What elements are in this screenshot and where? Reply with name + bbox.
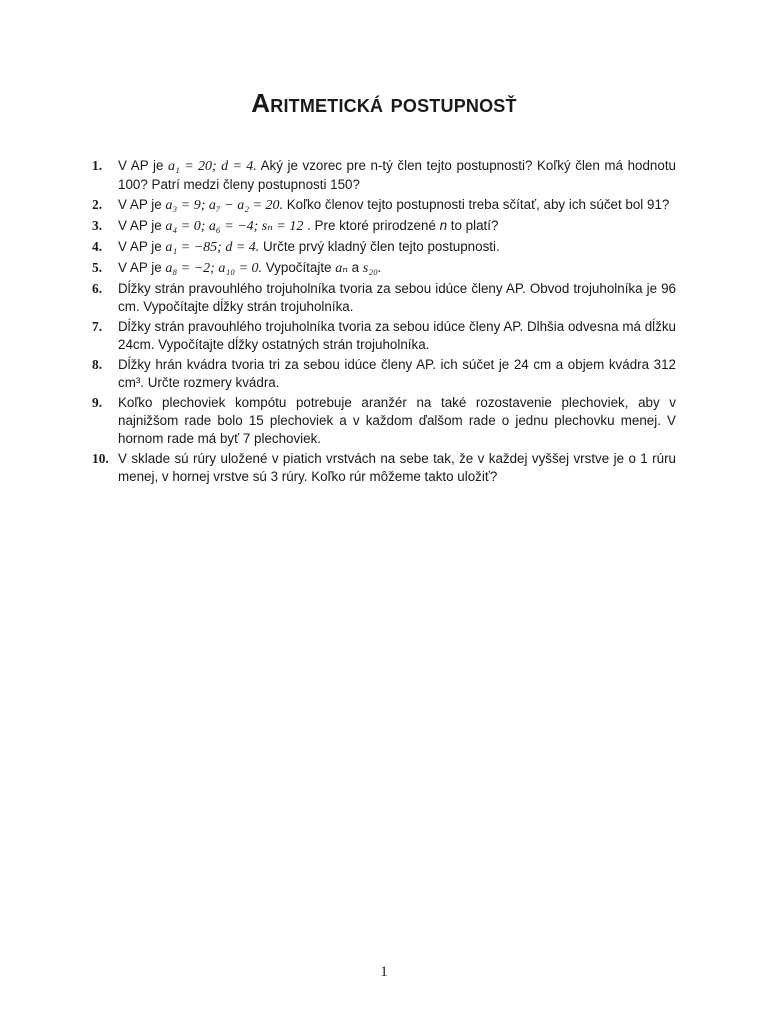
text-segment: V AP je xyxy=(118,158,168,173)
problem-item xyxy=(92,394,676,448)
problem-item xyxy=(92,259,676,278)
text-segment: Určte prvý kladný člen tejto postupnosti. xyxy=(259,239,500,254)
problem-number: 8. xyxy=(92,357,103,372)
text-segment: Vypočítajte xyxy=(262,260,336,275)
problem-text xyxy=(118,357,676,390)
problem-list xyxy=(92,157,676,488)
problem-item xyxy=(92,196,676,215)
text-segment: a xyxy=(347,260,363,275)
math-expression: a₈ = −2; a₁₀ = 0. xyxy=(165,261,263,276)
problem-number: 6. xyxy=(92,281,103,296)
page-number: 1 xyxy=(380,964,388,980)
math-expression: a₃ = 9; a₇ − a₂ = 20. xyxy=(165,198,284,213)
text-segment: V sklade sú rúry uložené v piatich vrstvách na sebe tak, že v každej vyššej vrstve je o 1 rúru menej, v hornej vrstve sú 3 rúry. Koľko rúr môžeme takto uložiť? xyxy=(118,451,676,484)
math-expression: a₄ = 0; a₆ = −4; sₙ = 12 xyxy=(165,219,304,234)
problem-item xyxy=(92,356,676,392)
text-segment: V AP je xyxy=(118,260,166,275)
text-segment: . Pre ktoré prirodzené xyxy=(303,218,440,233)
problem-item xyxy=(92,280,676,316)
problem-number: 4. xyxy=(92,239,103,254)
text-segment: Dĺžky strán pravouhlého trojuholníka tvoria za sebou idúce členy AP. Obvod trojuholníka je 96 cm. Vypočítajte dĺžky strán trojuholníka. xyxy=(118,281,676,314)
problem-item xyxy=(92,217,676,236)
problem-text xyxy=(118,158,676,192)
problem-number: 9. xyxy=(92,395,103,410)
problem-number: 10. xyxy=(92,451,109,466)
problem-text xyxy=(118,281,676,314)
text-segment: Aký je vzorec pre n-tý člen tejto postupnosti? Koľký člen má hodnotu 100? Patrí medzi členy postupnosti 150? xyxy=(118,158,676,192)
problem-number: 5. xyxy=(92,260,103,275)
page-title: Aritmetická postupnosť xyxy=(251,88,517,118)
text-segment: V AP je xyxy=(118,197,166,212)
math-expression: aₙ xyxy=(335,261,348,276)
problem-number: 3. xyxy=(92,218,103,233)
problem-text xyxy=(118,319,676,352)
text-segment: V AP je xyxy=(118,239,166,254)
text-segment: Dĺžky strán pravouhlého trojuholníka tvoria za sebou idúce členy AP. Dlhšia odvesna má dĺžku 24cm. Vypočítajte dĺžky ostatných strán trojuholníka. xyxy=(118,319,676,352)
italic-variable: n xyxy=(439,218,448,233)
problem-text xyxy=(118,197,669,212)
math-expression: s₂₀. xyxy=(362,261,382,276)
text-segment: Koľko členov tejto postupnosti treba sčítať, aby ich súčet bol 91? xyxy=(283,197,670,212)
problem-text xyxy=(118,260,381,275)
problem-item xyxy=(92,238,676,257)
problem-text xyxy=(118,218,498,233)
problem-text xyxy=(118,395,676,446)
problem-item xyxy=(92,450,676,486)
text-segment: to platí? xyxy=(447,218,499,233)
text-segment: V AP je xyxy=(118,218,166,233)
problem-item xyxy=(92,318,676,354)
math-expression: a₁ = 20; d = 4. xyxy=(168,159,257,174)
problem-item xyxy=(92,157,676,194)
problem-text xyxy=(118,451,676,484)
math-expression: a₁ = −85; d = 4. xyxy=(165,240,260,255)
problem-text xyxy=(118,239,500,254)
text-segment: Dĺžky hrán kvádra tvoria tri za sebou idúce členy AP. ich súčet je 24 cm a objem kvádra 312 cm³. Určte rozmery kvádra. xyxy=(118,357,676,390)
text-segment: Koľko plechoviek kompótu potrebuje aranžér na také rozostavenie plechoviek, aby v najnižšom rade bolo 15 plechoviek a v každom ďalšom rade o jednu plechovku menej. V hornom rade má byť 7 plechoviek. xyxy=(118,395,676,446)
problem-number: 2. xyxy=(92,197,103,212)
problem-number: 7. xyxy=(92,319,103,334)
problem-number: 1. xyxy=(92,158,103,173)
